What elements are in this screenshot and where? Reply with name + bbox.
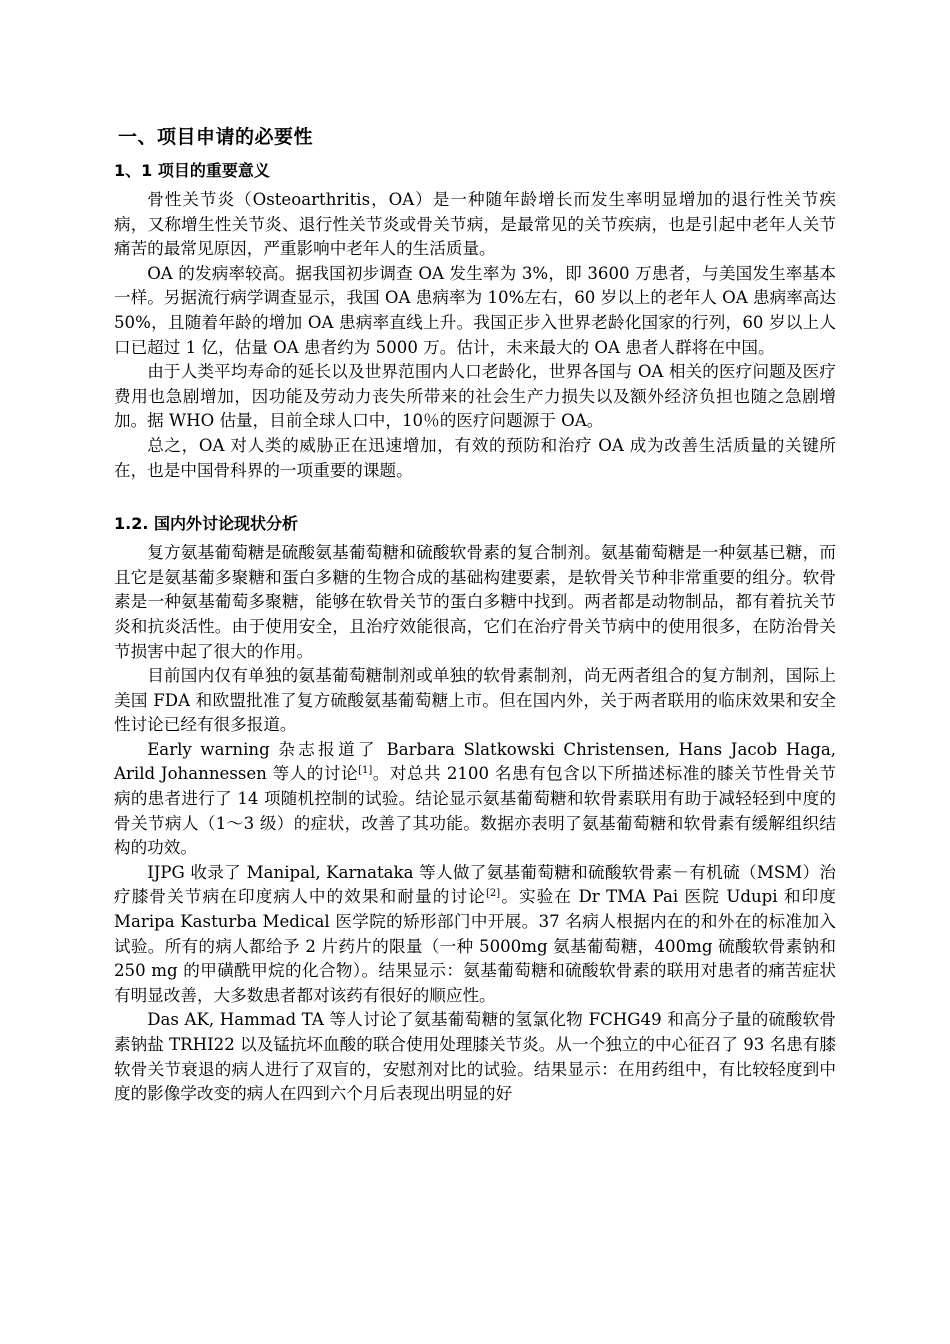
section-1-paragraph-2: OA 的发病率较高。据我国初步调查 OA 发生率为 3%，即 3600 万患者，与美国发生率基本一样。另据流行病学调查显示，我国 OA 患病率为 10%左右，60 岁以上的老年人 OA 患病率高达 50%，且随着年龄的增加 OA 患病率直线上升。我国正步入世界老龄化国家的行列，60 岁以上人口已超过 1 亿，估量 OA 患者约为 5000 万。估计，未来最大的 OA 患者人群将在中国。 (114, 263, 836, 357)
section-2-paragraph-4 (114, 861, 836, 1009)
main-heading: 一、项目申请的必要性 (118, 126, 314, 148)
section-1-title: 1、1 项目的重要意义 (114, 161, 270, 180)
citation-ref: [1] (358, 765, 373, 777)
paragraph-text: IJPG 收录了 Manipal, Karnataka 等人做了氨基葡萄糖和硫酸软骨素－有机硫（MSM）治疗膝骨关节病在印度病人中的效果和耐量的讨论 (114, 862, 836, 907)
document-page (114, 122, 836, 1107)
paragraph-text: 。对总共 2100 名患有包含以下所描述标准的膝关节性骨关节病的患者进行了 14 项随机控制的试验。结论显示氨基葡萄糖和软骨素联用有助于减轻轻到中度的骨关节病人（1～3 级）的症状，改善了其功能。数据亦表明了氨基葡萄糖和软骨素有缓解组织结构的功效。 (114, 764, 836, 858)
section-1-paragraph-1: 骨性关节炎（Osteoarthritis，OA）是一种随年龄增长而发生率明显增加的退行性关节疾病，又称增生性关节炎、退行性关节炎或骨关节病，是最常见的关节疾病，也是引起中老年人关节痛苦的最常见原因，严重影响中老年人的生活质量。 (114, 190, 836, 259)
section-2-paragraph-3 (114, 738, 836, 861)
section-2-paragraph-5: Das AK, Hammad TA 等人讨论了氨基葡萄糖的氢氯化物 FCHG49 和高分子量的硫酸软骨素钠盐 TRHI22 以及锰抗坏血酸的联合使用处理膝关节炎。从一个独立的中心征召了 93 名患有膝软骨关节衰退的病人进行了双盲的，安慰剂对比的试验。结果显示：在用药组中，有比较轻度到中度的影像学改变的病人在四到六个月后表现出明显的好 (114, 1010, 836, 1104)
section-2-title: 1.2. 国内外讨论现状分析 (114, 514, 298, 534)
paragraph-text: Early warning 杂志报道了 Barbara Slatkowski Christensen, Hans Jacob Haga, Arild Johannessen 等人的讨论 (114, 739, 836, 784)
paragraph-text: 。实验在 Dr TMA Pai 医院 Udupi 和印度 Maripa Kasturba Medical 医学院的矫形部门中开展。37 名病人根据内在的和外在的标准加入试验。所有的病人都给予 2 片药片的限量（一种 5000mg 氨基葡萄糖，400mg 硫酸软骨素钠和 250 mg 的甲磺酰甲烷的化合物）。结果显示：氨基葡萄糖和硫酸软骨素的联用对患者的痛苦症状有明显改善，大多数患者都对该药有很好的顺应性。 (114, 887, 836, 1005)
section-2-paragraph-1: 复方氨基葡萄糖是硫酸氨基葡萄糖和硫酸软骨素的复合制剂。氨基葡萄糖是一种氨基已糖，而且它是氨基葡多聚糖和蛋白多糖的生物合成的基础构建要素，是软骨关节种非常重要的组分。软骨素是一种氨基葡萄多聚糖，能够在软骨关节的蛋白多糖中找到。两者都是动物制品，都有着抗关节炎和抗炎活性。由于使用安全，且治疗效能很高，它们在治疗骨关节病中的使用很多，在防治骨关节损害中起了很大的作用。 (114, 543, 836, 661)
section-2-paragraph-2: 目前国内仅有单独的氨基葡萄糖制剂或单独的软骨素制剂，尚无两者组合的复方制剂，国际上美国 FDA 和欧盟批准了复方硫酸氨基葡萄糖上市。但在国内外，关于两者联用的临床效果和安全性讨论已经有很多报道。 (114, 666, 836, 735)
section-1-paragraph-4: 总之，OA 对人类的威胁正在迅速增加，有效的预防和治疗 OA 成为改善生活质量的关键所在，也是中国骨科界的一项重要的课题。 (114, 435, 836, 480)
section-1-paragraph-3: 由于人类平均寿命的延长以及世界范围内人口老龄化，世界各国与 OA 相关的医疗问题及医疗费用也急剧增加，因功能及劳动力丧失所带来的社会生产力损失以及额外经济负担也随之急剧增加。据 WHO 估量，目前全球人口中，10％的医疗问题源于 OA。 (114, 362, 836, 431)
citation-ref: [2] (485, 888, 501, 900)
